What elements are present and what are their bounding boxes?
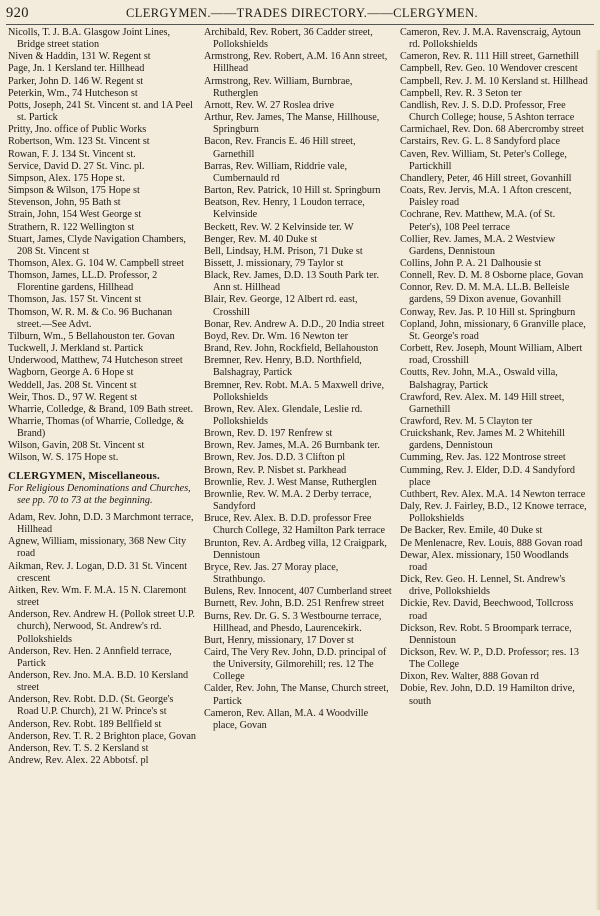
directory-entry: Dickie, Rev. David, Beechwood, Tollcross road xyxy=(400,598,574,622)
directory-entry: Barras, Rev. William, Riddrie vale, Cumbernauld rd xyxy=(204,160,348,184)
page-number: 920 xyxy=(6,4,29,21)
directory-entry: Cumming, Rev. J. Elder, D.D. 4 Sandyford place xyxy=(400,464,575,488)
directory-entry: Anderson, Rev. Andrew H. (Pollok street U.P. church), Nerwood, St. Andrew's rd. Pollokshields xyxy=(8,609,195,645)
directory-entry: Wharrie, Colledge, & Brand, 109 Bath street. xyxy=(8,403,194,415)
directory-entry: Tilburn, Wm., 5 Bellahouston ter. Govan xyxy=(8,330,175,342)
directory-entry: Crawford, Rev. M. 5 Clayton ter xyxy=(400,416,533,427)
directory-entry: Coats, Rev. Jervis, M.A. 1 Afton crescent, Paisley road xyxy=(400,185,572,209)
page-header xyxy=(6,2,594,24)
directory-entry: Dickson, Rev. W. P., D.D. Professor; res. 13 The College xyxy=(400,646,580,671)
directory-entry: Cumming, Rev. Jas. 122 Montrose street xyxy=(400,452,566,464)
directory-entry: Collins, John P. A. 21 Dalhousie st xyxy=(400,257,542,269)
section-note: For Religious Denominations and Churches, see pp. 70 to 73 at the beginning. xyxy=(8,482,191,506)
directory-entry: Niven & Haddin, 131 W. Regent st xyxy=(8,51,151,63)
directory-entry: De Backer, Rev. Emile, 40 Duke st xyxy=(400,525,543,537)
directory-entry: Bonar, Rev. Andrew A. D.D., 20 India street xyxy=(204,318,385,330)
directory-entry: Page, Jn. 1 Kersland ter. Hillhead xyxy=(8,63,145,75)
directory-entry: Brown, Rev. P. Nisbet st. Parkhead xyxy=(204,464,347,476)
directory-entry: Barton, Rev. Patrick, 10 Hill st. Springburn xyxy=(204,185,381,197)
directory-entry: Bulens, Rev. Innocent, 407 Cumberland street xyxy=(204,586,392,598)
column-3-entries xyxy=(400,27,588,708)
directory-entry: Parker, John D. 146 W. Regent st xyxy=(8,75,144,87)
directory-entry: Collier, Rev. James, M.A. 2 Westview Gardens, Dennistoun xyxy=(400,233,556,257)
directory-entry: Brown, Rev. D. 197 Renfrew st xyxy=(204,428,333,440)
directory-entry: Beatson, Rev. Henry, 1 Loudon terrace, Kelvinside xyxy=(204,197,365,221)
directory-entry: Thomson, Jas. 157 St. Vincent st xyxy=(8,294,142,306)
directory-entry: Simpson, Alex. 175 Hope st. xyxy=(8,172,125,184)
directory-entry: Dick, Rev. Geo. H. Lennel, St. Andrew's drive, Pollokshields xyxy=(400,574,566,598)
column-1-clergy-entries xyxy=(8,512,196,767)
directory-columns xyxy=(8,27,592,915)
directory-entry: Brown, Rev. James, M.A. 26 Burnbank ter. xyxy=(204,440,380,452)
directory-entry: Coutts, Rev. John, M.A., Oswald villa, Balshagray, Partick xyxy=(400,367,558,391)
directory-entry: Black, Rev. James, D.D. 13 South Park ter. Ann st. Hillhead xyxy=(204,270,380,294)
directory-entry: Cameron, Rev. J. M.A. Ravenscraig, Aytoun rd. Pollokshields xyxy=(400,27,581,51)
directory-entry: Brunton, Rev. A. Ardbeg villa, 12 Craigpark, Dennistoun xyxy=(204,537,387,561)
directory-entry: Strathern, R. 122 Wellington st xyxy=(8,221,135,233)
directory-entry: Armstrong, Rev. Robert, A.M. 16 Ann street, Hillhead xyxy=(204,51,388,75)
column-1 xyxy=(8,27,196,915)
directory-entry: Calder, Rev. John, The Manse, Church street, Partick xyxy=(204,683,389,707)
directory-entry: Wharrie, Thomas (of Wharrie, Colledge, & Brand) xyxy=(8,416,185,440)
column-1-entries xyxy=(8,27,196,465)
directory-entry: Brown, Rev. Alex. Glendale, Leslie rd. Pollokshields xyxy=(204,403,363,427)
directory-entry: Corbett, Rev. Joseph, Mount William, Albert road, Crosshill xyxy=(400,343,583,367)
directory-entry: Robertson, Wm. 123 St. Vincent st xyxy=(8,136,150,148)
directory-entry: Tuckwell, J. Merkland st. Partick xyxy=(8,343,144,355)
directory-entry: Stevenson, John, 95 Bath st xyxy=(8,197,121,209)
directory-entry: Dixon, Rev. Walter, 888 Govan rd xyxy=(400,671,539,683)
running-title: CLERGYMEN.——TRADES DIRECTORY.——CLERGYMEN. xyxy=(125,5,479,20)
directory-entry: Stuart, James, Clyde Navigation Chambers, 208 St. Vincent st xyxy=(8,233,186,257)
directory-entry: Armstrong, Rev. William, Burnbrae, Rutherglen xyxy=(204,75,353,99)
directory-entry: Daly, Rev. J. Fairley, B.D., 12 Knowe terrace, Pollokshields xyxy=(400,501,587,525)
directory-entry: Brown, Rev. Jos. D.D. 3 Clifton pl xyxy=(204,452,346,464)
directory-entry: Campbell, Rev. R. 3 Seton ter xyxy=(400,87,522,99)
column-2 xyxy=(204,27,392,915)
directory-entry: Bacon, Rev. Francis E. 46 Hill street, Garnethill xyxy=(204,136,356,160)
directory-entry: Dickson, Rev. Robt. 5 Broompark terrace, Dennistoun xyxy=(400,622,572,646)
directory-entry: Chandlery, Peter, 46 Hill street, Govanhill xyxy=(400,172,572,184)
directory-entry: Wagborn, George A. 6 Hope st xyxy=(8,367,134,379)
directory-entry: Caird, The Very Rev. John, D.D. principal of the University, Gilmorehill; res. 12 The College xyxy=(204,646,387,683)
directory-entry: Pritty, Jno. office of Public Works xyxy=(8,124,147,136)
directory-entry: Underwood, Matthew, 74 Hutcheson street xyxy=(8,355,183,367)
directory-entry: Simpson & Wilson, 175 Hope st xyxy=(8,185,140,197)
directory-entry: Bell, Lindsay, H.M. Prison, 71 Duke st xyxy=(204,245,363,257)
directory-entry: Aikman, Rev. J. Logan, D.D. 31 St. Vincent crescent xyxy=(8,560,188,584)
directory-entry: Thomson, James, LL.D. Professor, 2 Florentine gardens, Hillhead xyxy=(8,270,158,294)
directory-entry: Anderson, Rev. Robt. D.D. (St. George's Road U.P. Church), 21 W. Prince's st xyxy=(8,694,174,718)
directory-entry: Dewar, Alex. missionary, 150 Woodlands road xyxy=(400,549,569,573)
directory-entry: Carstairs, Rev. G. L. 8 Sandyford place xyxy=(400,136,561,148)
directory-entry: Candlish, Rev. J. S. D.D. Professor, Free Church College; house, 5 Ashton terrace xyxy=(400,99,575,124)
directory-entry: De Menlenacre, Rev. Louis, 888 Govan road xyxy=(400,537,583,549)
directory-entry: Cameron, Rev. R. 111 Hill street, Garnethill xyxy=(400,51,580,63)
directory-entry: Brownlie, Rev. J. West Manse, Rutherglen xyxy=(204,476,377,488)
directory-entry: Thomson, W. R. M. & Co. 96 Buchanan street.—See Advt. xyxy=(8,306,173,330)
directory-entry: Thomson, Alex. G. 104 W. Campbell street xyxy=(8,257,185,269)
directory-entry: Wilson, Gavin, 208 St. Vincent st xyxy=(8,440,145,452)
directory-entry: Peterkin, Wm., 74 Hutcheson st xyxy=(8,87,138,99)
directory-entry: Nicolls, T. J. B.A. Glasgow Joint Lines, Bridge street station xyxy=(8,27,171,51)
directory-entry: Burt, Henry, missionary, 17 Dover st xyxy=(204,634,354,646)
directory-entry: Blair, Rev. George, 12 Albert rd. east, Crosshill xyxy=(204,294,358,318)
directory-entry: Aitken, Rev. Wm. F. M.A. 15 N. Claremont street xyxy=(8,584,187,609)
directory-entry: Rowan, F. J. 134 St. Vincent st. xyxy=(8,148,136,160)
directory-entry: Adam, Rev. John, D.D. 3 Marchmont terrace, Hillhead xyxy=(8,511,194,536)
directory-entry: Wilson, W. S. 175 Hope st. xyxy=(8,452,119,464)
directory-entry: Beckett, Rev. W. 2 Kelvinside ter. W xyxy=(204,221,354,233)
directory-entry: Connell, Rev. D. M. 8 Osborne place, Govan xyxy=(400,270,584,282)
directory-entry: Connor, Rev. D. M. M.A. LL.B. Belleisle gardens, 59 Dixon avenue, Govanhill xyxy=(400,282,570,306)
section-heading: CLERGYMEN, Miscellaneous. xyxy=(8,469,160,482)
directory-entry: Potts, Joseph, 241 St. Vincent st. and 1A Peel st. Partick xyxy=(8,99,193,124)
directory-entry: Cruickshank, Rev. James M. 2 Whitehill gardens, Dennistoun xyxy=(400,428,565,452)
directory-entry: Bruce, Rev. Alex. B. D.D. professor Free Church College, 32 Hamilton Park terrace xyxy=(204,513,386,537)
directory-entry: Burns, Rev. Dr. G. S. 3 Westbourne terrace, Hillhead, and Phesdo, Laurencekirk. xyxy=(204,610,382,634)
directory-entry: Bissett, J. missionary, 79 Taylor st xyxy=(204,257,344,269)
directory-entry: Andrew, Rev. Alex. 22 Abbotsf. pl xyxy=(8,755,149,767)
directory-entry: Campbell, Rev. Geo. 10 Wendover crescent xyxy=(400,63,578,75)
directory-entry: Brownlie, Rev. W. M.A. 2 Derby terrace, Sandyford xyxy=(204,488,372,513)
directory-entry: Benger, Rev. M. 40 Duke st xyxy=(204,233,318,245)
directory-entry: Campbell, Rev. J. M. 10 Kersland st. Hillhead xyxy=(400,75,588,87)
directory-entry: Anderson, Rev. Robt. 189 Bellfield st xyxy=(8,718,162,730)
page-edge-shadow xyxy=(595,50,600,910)
header-rule xyxy=(6,24,594,25)
directory-entry: Weddell, Jas. 208 St. Vincent st xyxy=(8,379,137,391)
directory-entry: Copland, John, missionary, 6 Granville place, St. George's road xyxy=(400,318,586,342)
directory-entry: Conway, Rev. Jas. P. 10 Hill st. Springburn xyxy=(400,306,576,318)
directory-entry: Anderson, Rev. Hen. 2 Annfield terrace, Partick xyxy=(8,645,172,669)
directory-entry: Cochrane, Rev. Matthew, M.A. (of St. Peter's), 108 Peel terrace xyxy=(400,209,556,233)
directory-entry: Crawford, Rev. Alex. M. 149 Hill street, Garnethill xyxy=(400,391,565,415)
directory-entry: Bryce, Rev. Jas. 27 Moray place, Strathbungo. xyxy=(204,561,339,586)
directory-entry: Agnew, William, missionary, 368 New City road xyxy=(8,536,187,560)
directory-entry: Boyd, Rev. Dr. Wm. 16 Newton ter xyxy=(204,330,349,342)
directory-entry: Dobie, Rev. John, D.D. 19 Hamilton drive, south xyxy=(400,683,575,707)
directory-entry: Bremner, Rev. Robt. M.A. 5 Maxwell drive, Pollokshields xyxy=(204,379,385,403)
directory-entry: Bremner, Rev. Henry, B.D. Northfield, Balshagray, Partick xyxy=(204,355,362,379)
directory-entry: Carmichael, Rev. Don. 68 Abercromby street xyxy=(400,124,584,136)
directory-entry: Anderson, Rev. T. S. 2 Kersland st xyxy=(8,742,149,754)
directory-entry: Weir, Thos. D., 97 W. Regent st xyxy=(8,391,138,403)
directory-entry: Arthur, Rev. James, The Manse, Hillhouse, Springburn xyxy=(204,112,380,136)
directory-entry: Anderson, Rev. T. R. 2 Brighton place, Govan xyxy=(8,730,196,742)
directory-entry: Cuthbert, Rev. Alex. M.A. 14 Newton terrace xyxy=(400,488,586,500)
directory-entry: Service, David D. 27 St. Vinc. pl. xyxy=(8,160,145,172)
directory-entry: Arnott, Rev. W. 27 Roslea drive xyxy=(204,99,335,111)
directory-entry: Burnett, Rev. John, B.D. 251 Renfrew street xyxy=(204,598,385,610)
directory-entry: Cameron, Rev. Allan, M.A. 4 Woodville place, Govan xyxy=(204,707,369,731)
directory-entry: Archibald, Rev. Robert, 36 Cadder street, Pollokshields xyxy=(204,27,373,51)
directory-entry: Brand, Rev. John, Rockfield, Bellahouston xyxy=(204,343,379,355)
directory-entry: Caven, Rev. William, St. Peter's College, Partickhill xyxy=(400,148,567,172)
directory-entry: Strain, John, 154 West George st xyxy=(8,209,142,221)
directory-entry: Anderson, Rev. Jno. M.A. B.D. 10 Kersland street xyxy=(8,669,189,694)
column-3 xyxy=(400,27,588,915)
column-2-entries xyxy=(204,27,392,732)
